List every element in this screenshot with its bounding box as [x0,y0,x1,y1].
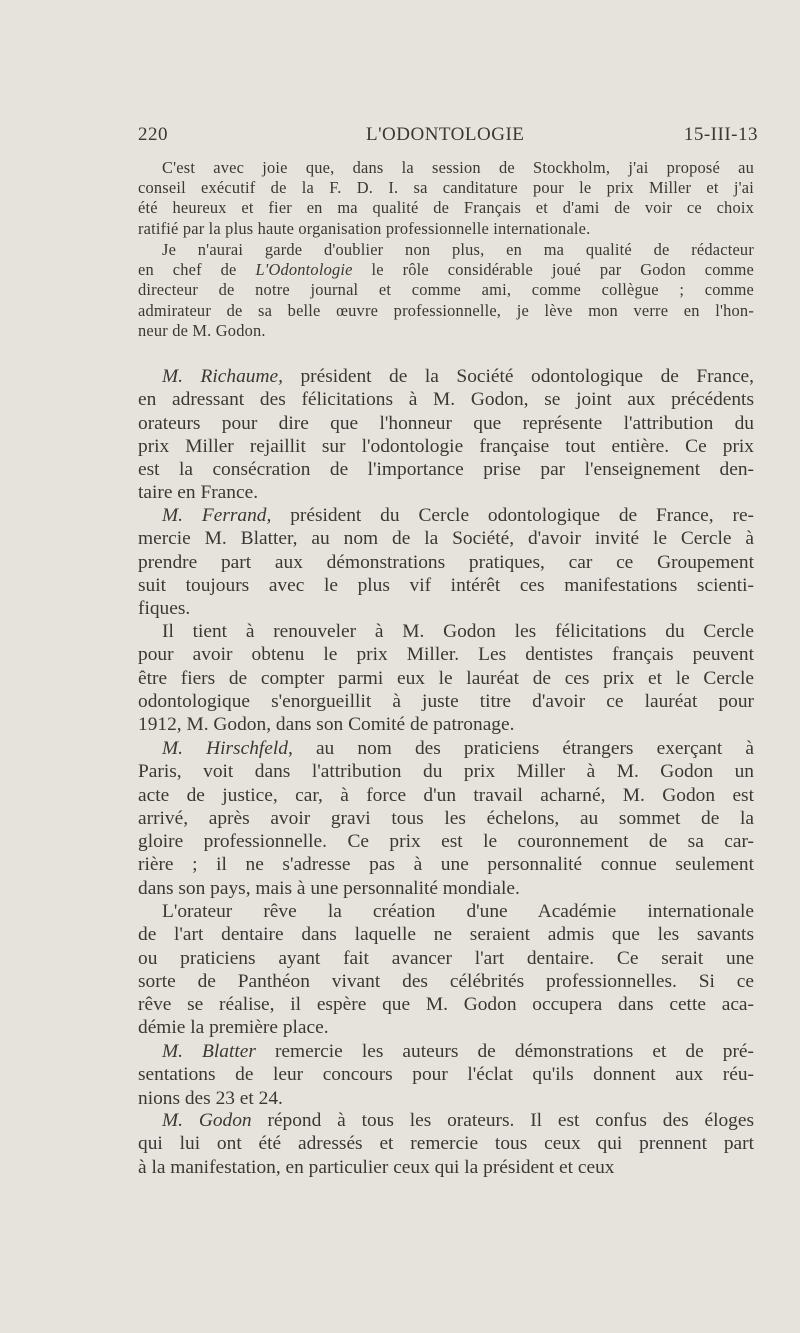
text-line: mercie M. Blatter, au nom de la Société, d'avoir invité le Cercle à [138,528,754,550]
text-line: conseil exécutif de la F. D. I. sa canditature pour le prix Miller et j'ai [138,178,754,198]
text-line: M. Godon répond à tous les orateurs. Il est confus des éloges [162,1110,754,1131]
text-line: pour avoir obtenu le prix Miller. Les dentistes français peuvent [138,644,754,666]
text-line: démie la première place. [138,1017,329,1039]
italic-name: M. Richaume, [162,366,283,387]
text-line: ou praticiens ayant fait avancer l'art dentaire. Ce serait une [138,947,754,969]
text-line: Je n'aurai garde d'oublier non plus, en ma qualité de rédacteur [162,240,754,259]
text-line: admirateur de sa belle œuvre professionnelle, je lève mon verre en l'hon- [138,300,754,320]
paragraph [138,240,754,341]
italic-name: L'Odontologie [255,260,353,280]
issue-date: 15-III-13 [683,124,758,145]
text-line: sorte de Panthéon vivant des célébrités professionnelles. Si ce [138,970,754,992]
text-line: M. Richaume, président de la Société odontologique de France, [162,366,755,387]
text-line: dans son pays, mais à une personnalité mondiale. [138,877,520,899]
text-line: taire en France. [138,482,259,504]
text-line: suit toujours avec le plus vif intérêt ces manifestations scienti- [138,574,754,596]
text-line: acte de justice, car, à force d'un travail acharné, M. Godon est [138,784,754,806]
text-line: M. Hirschfeld, au nom des praticiens étrangers exerçant à [162,738,754,759]
text-line: odontologique s'enorgueillit à juste titre d'avoir ce lauréat pour [138,690,754,712]
text-line: être fiers de compter parmi eux le lauréat de ces prix et le Cercle [138,667,754,689]
text-line: Il tient à renouveler à M. Godon les félicitations du Cercle [162,621,754,642]
text-line: M. Ferrand, président du Cercle odontologique de France, re- [162,505,755,526]
text-line: en adressant des félicitations à M. Godon, se joint aux précédents [138,389,754,411]
text-line: en chef de L'Odontologie le rôle considérable joué par Godon comme [138,260,755,280]
text-line: de l'art dentaire dans laquelle ne seraient admis que les savants [138,924,754,946]
text-line: nions des 23 et 24. [138,1087,283,1109]
text-line: prendre part aux démonstrations pratiques, car ce Groupement [138,551,754,573]
text-line: prix Miller rejaillit sur l'odontologie française tout entière. Ce prix [138,435,754,457]
running-header [138,124,758,154]
paragraph [138,158,754,239]
text-line: rêve se réalise, il espère que M. Godon occupera dans cette aca- [138,994,754,1016]
text-line: Paris, voit dans l'attribution du prix Miller à M. Godon un [138,761,754,783]
paragraph [138,504,754,620]
text-line: été heureux et fier en ma qualité de Français et d'ami de voir ce choix [138,198,754,218]
text-line: M. Blatter remercie les auteurs de démonstrations et de pré- [162,1041,754,1062]
text-line: 1912, M. Godon, dans son Comité de patronage. [138,714,515,736]
text-line: gloire professionnelle. Ce prix est le couronnement de sa car- [138,831,754,853]
text-line: ratifié par la plus haute organisation professionnelle internationale. [138,218,591,238]
italic-name: M. Hirschfeld, [162,738,293,759]
text-line: est la consécration de l'importance prise par l'enseignement den- [138,459,754,481]
page-number: 220 [138,124,168,145]
text-line: fiques. [138,598,191,620]
text-line: neur de M. Godon. [138,320,266,340]
text-line: orateurs pour dire que l'honneur que représente l'attribution du [138,412,754,434]
paragraph [138,1109,754,1179]
paragraph [138,737,754,900]
text-line: sentations de leur concours pour l'éclat qu'ils donnent aux réu- [138,1064,754,1086]
text-line: C'est avec joie que, dans la session de Stockholm, j'ai proposé au [162,158,754,177]
text-line: arrivé, après avoir gravi tous les échelons, au sommet de la [138,807,754,829]
paragraph [138,365,754,505]
paragraph [138,1040,754,1110]
italic-name: M. Godon [162,1110,252,1131]
text-line: à la manifestation, en particulier ceux qui la président et ceux [138,1156,615,1178]
text-line: directeur de notre journal et comme ami, comme collègue ; comme [138,280,754,300]
text-line: L'orateur rêve la création d'une Académie internationale [162,901,754,922]
text-line: qui lui ont été adressés et remercie tous ceux qui prennent part [138,1133,754,1155]
italic-name: M. Blatter [162,1041,256,1062]
paragraph [138,900,754,1040]
journal-title: L'ODONTOLOGIE [366,124,525,145]
paragraph [138,620,754,736]
text-line: rière ; il ne s'adresse pas à une personnalité connue seulement [138,854,754,876]
italic-name: M. Ferrand, [162,505,272,526]
